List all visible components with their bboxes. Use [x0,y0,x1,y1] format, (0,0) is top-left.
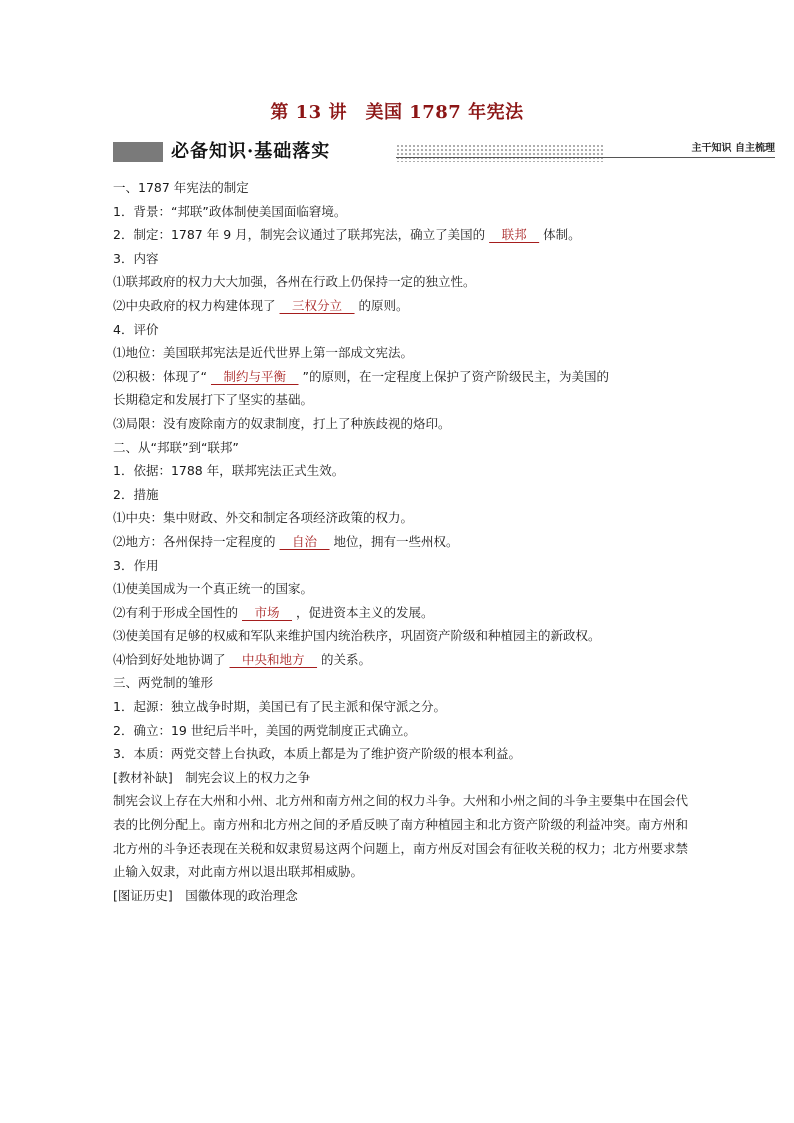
content-line [113,648,698,672]
line-text: 的关系。 [321,651,372,667]
line-text: 3．本质：两党交替上台执政，本质上都是为了维护资产阶级的根本利益。 [113,746,521,762]
line-text: 的原则。 [358,297,409,313]
content-line [113,388,698,412]
content-line [113,247,698,271]
line-text: 2．措施 [113,486,159,502]
line-text: 一、1787 年宪法的制定 [113,180,249,195]
fill-blank-answer: 市场 [242,604,293,620]
line-text: ⑶使美国有足够的权威和军队来维护国内统治秩序，巩固资产阶级和种植园主的新政权。 [113,628,601,644]
line-text: 3．内容 [113,250,159,266]
content-line [113,365,698,389]
line-text: 体制。 [543,227,581,243]
line-text: 4．评价 [113,321,159,337]
content-line [113,270,698,294]
fill-blank-answer: 制约与平衡 [210,368,299,384]
line-text: 1．背景：“邦联”政体制使美国面临窘境。 [113,203,347,219]
line-text: 二、从“邦联”到“联邦” [113,439,239,455]
content-line [113,624,698,648]
figure-history-line: [图证历史] 国徽体现的政治理念 [113,887,298,903]
content-line [113,483,698,507]
content-line [113,742,698,766]
line-text: 三、两党制的雏形 [113,675,214,691]
content-line [113,506,698,530]
content-line [113,766,698,790]
line-text: ⑵有利于形成全国性的 [113,604,239,620]
line-text: ⑴地位：美国联邦宪法是近代世界上第一部成文宪法。 [113,345,414,361]
line-text: ⑵中央政府的权力构建体现了 [113,297,276,313]
line-text: 3．作用 [113,557,159,573]
content-line [113,176,698,200]
line-text: 1．起源：独立战争时期，美国已有了民主派和保守派之分。 [113,699,446,715]
line-text: ⑴使美国成为一个真正统一的国家。 [113,581,314,597]
line-text: ⑶局限：没有废除南方的奴隶制度，打上了种族歧视的烙印。 [113,415,451,431]
content-line [113,459,698,483]
line-text: ，促进资本主义的发展。 [296,604,434,620]
fill-blank-answer: 联邦 [489,227,540,243]
content-line [113,223,698,247]
content-line [113,695,698,719]
line-text: ⑴联邦政府的权力大大加强，各州在行政上仍保持一定的独立性。 [113,274,476,290]
content-line [113,412,698,436]
content-line [113,436,698,460]
line-text: ⑵地方：各州保持一定程度的 [113,533,276,549]
content-line [113,341,698,365]
content-line [113,671,698,695]
fill-blank-answer: 三权分立 [279,297,355,313]
fill-blank-answer: 自治 [279,533,330,549]
line-text: 长期稳定和发展打下了坚实的基础。 [113,392,314,408]
supplement-paragraph: 制宪会议上存在大州和小州、北方州和南方州之间的权力斗争。大州和小州之间的斗争主要集中在国会代表的比例分配上。南方州和北方州之间的矛盾反映了南方种植园主和北方资产阶级的利益冲突。南方州和北方州的斗争还表现在关税和奴隶贸易这两个问题上，南方州反对国会有征收关税的权力；北方州要求禁止输入奴隶，对此南方州以退出联邦相威胁。 [113,793,689,880]
content-line [113,318,698,342]
line-text: 2．制定：1787 年 9 月，制宪会议通过了联邦宪法，确立了美国的 [113,227,486,243]
content-line [113,601,698,625]
content-line [113,294,698,318]
content-line [113,554,698,578]
line-text: [教材补缺] 制宪会议上的权力之争 [113,769,311,785]
line-text: ”的原则，在一定程度上保护了资产阶级民主，为美国的 [302,368,609,384]
content-line [113,577,698,601]
content-lines [113,176,698,789]
banner-heading: 必备知识·基础落实 [171,141,331,162]
banner-right-label: 主干知识 自主梳理 [691,143,775,154]
content-line [113,719,698,743]
banner-dots [396,144,604,162]
line-text: ⑴中央：集中财政、外交和制定各项经济政策的权力。 [113,510,414,526]
banner-block [113,142,163,162]
content-line [113,200,698,224]
content-line [113,530,698,554]
content [113,176,698,907]
line-text: 1．依据：1788 年，联邦宪法正式生效。 [113,463,345,479]
line-text: 地位，拥有一些州权。 [333,533,459,549]
line-text: 2．确立：19 世纪后半叶，美国的两党制度正式确立。 [113,722,416,738]
section-banner [113,140,775,164]
page-title: 第 13 讲 美国 1787 年宪法 [270,102,524,123]
fill-blank-answer: 中央和地方 [229,651,318,667]
line-text: ⑵积极：体现了“ [113,368,207,384]
line-text: ⑷恰到好处地协调了 [113,651,226,667]
